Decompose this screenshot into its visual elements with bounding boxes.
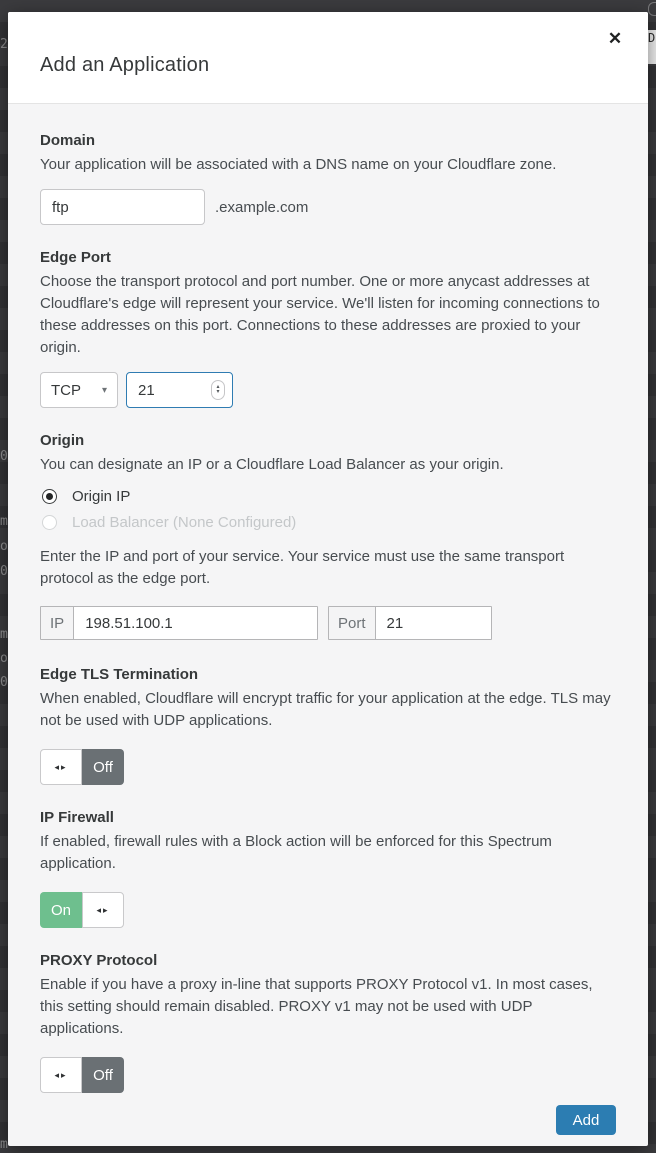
close-icon[interactable]: ✕	[604, 28, 626, 50]
modal-title: Add an Application	[40, 54, 210, 76]
origin-section	[40, 432, 616, 640]
edge-port-label: Edge Port	[40, 249, 111, 266]
proxy-protocol-description: Enable if you have a proxy in-line that supports PROXY Protocol v1. In most cases, this setting should remain disabled. PROXY v1 may not be used with UDP applications.	[40, 976, 593, 1037]
domain-input[interactable]	[40, 189, 205, 225]
toggle-arrows-icon: ◂▸	[54, 1069, 68, 1080]
modal-body	[8, 104, 648, 1146]
modal-header	[8, 12, 648, 104]
stepper-up-icon: ▴	[216, 384, 220, 390]
stepper-down-icon: ▾	[216, 389, 220, 395]
bg-char: m	[0, 628, 8, 642]
bg-char: m	[0, 1138, 8, 1152]
add-application-modal	[8, 12, 648, 1146]
bg-char: 2	[0, 38, 8, 52]
chevron-down-icon: ▾	[101, 384, 107, 396]
edge-port-section	[40, 249, 616, 408]
proxy-protocol-toggle[interactable]	[40, 1057, 124, 1093]
bg-char: 0	[0, 676, 8, 690]
edge-tls-label: Edge TLS Termination	[40, 666, 199, 683]
domain-label: Domain	[40, 132, 96, 149]
domain-section	[40, 132, 616, 225]
toggle-arrows-icon: ◂▸	[54, 761, 68, 772]
edge-tls-toggle-state: Off	[82, 749, 124, 785]
ip-firewall-toggle-state: On	[40, 892, 82, 928]
ip-firewall-label: IP Firewall	[40, 809, 114, 826]
add-button[interactable]: Add	[556, 1105, 616, 1135]
bg-char: m	[0, 515, 8, 529]
proxy-protocol-section	[40, 952, 616, 1093]
proxy-protocol-label: PROXY Protocol	[40, 952, 158, 969]
edge-tls-description: When enabled, Cloudflare will encrypt traffic for your application at the edge. TLS may not be used with UDP applications.	[40, 690, 611, 729]
load-balancer-radio-row	[40, 509, 616, 535]
ip-addon-label: IP	[41, 607, 74, 639]
origin-ip-input-group	[40, 606, 318, 640]
origin-description: You can designate an IP or a Cloudflare Load Balancer as your origin.	[40, 456, 504, 473]
ip-firewall-section	[40, 809, 616, 928]
ip-firewall-description: If enabled, firewall rules with a Block action will be enforced for this Spectrum application.	[40, 833, 552, 872]
bg-char: o	[0, 540, 8, 554]
bg-char: o	[0, 652, 8, 666]
bg-char: 0	[0, 565, 8, 579]
origin-ip-radio-label: Origin IP	[72, 487, 131, 505]
load-balancer-radio	[42, 515, 57, 530]
background-card-corner	[648, 2, 656, 16]
modal-footer	[40, 1105, 616, 1135]
origin-port-input[interactable]	[376, 607, 491, 639]
background-right-text: D	[648, 30, 656, 64]
edge-tls-section	[40, 666, 616, 785]
port-addon-label: Port	[329, 607, 376, 639]
edge-port-description: Choose the transport protocol and port number. One or more anycast addresses at Cloudflare's edge will represent your service. We'll listen for incoming connections to these addresses on this port. Connections to these addresses are proxied to your origin.	[40, 273, 600, 356]
protocol-selected-value: TCP	[51, 381, 81, 399]
origin-ip-input[interactable]	[74, 607, 317, 639]
origin-ip-radio[interactable]	[42, 489, 57, 504]
domain-description: Your application will be associated with a DNS name on your Cloudflare zone.	[40, 156, 557, 173]
proxy-protocol-toggle-state: Off	[82, 1057, 124, 1093]
origin-port-input-group	[328, 606, 492, 640]
origin-ip-description: Enter the IP and port of your service. Your service must use the same transport protocol as the edge port.	[40, 548, 565, 587]
protocol-select[interactable]	[40, 372, 118, 408]
load-balancer-radio-label: Load Balancer (None Configured)	[72, 513, 297, 531]
origin-label: Origin	[40, 432, 85, 449]
number-stepper[interactable]	[211, 380, 225, 400]
bg-char: 0	[0, 450, 8, 464]
origin-ip-radio-row	[40, 483, 616, 509]
toggle-arrows-icon: ◂▸	[96, 904, 110, 915]
edge-tls-toggle[interactable]	[40, 749, 124, 785]
domain-suffix: .example.com	[215, 198, 309, 216]
ip-firewall-toggle[interactable]	[40, 892, 124, 928]
